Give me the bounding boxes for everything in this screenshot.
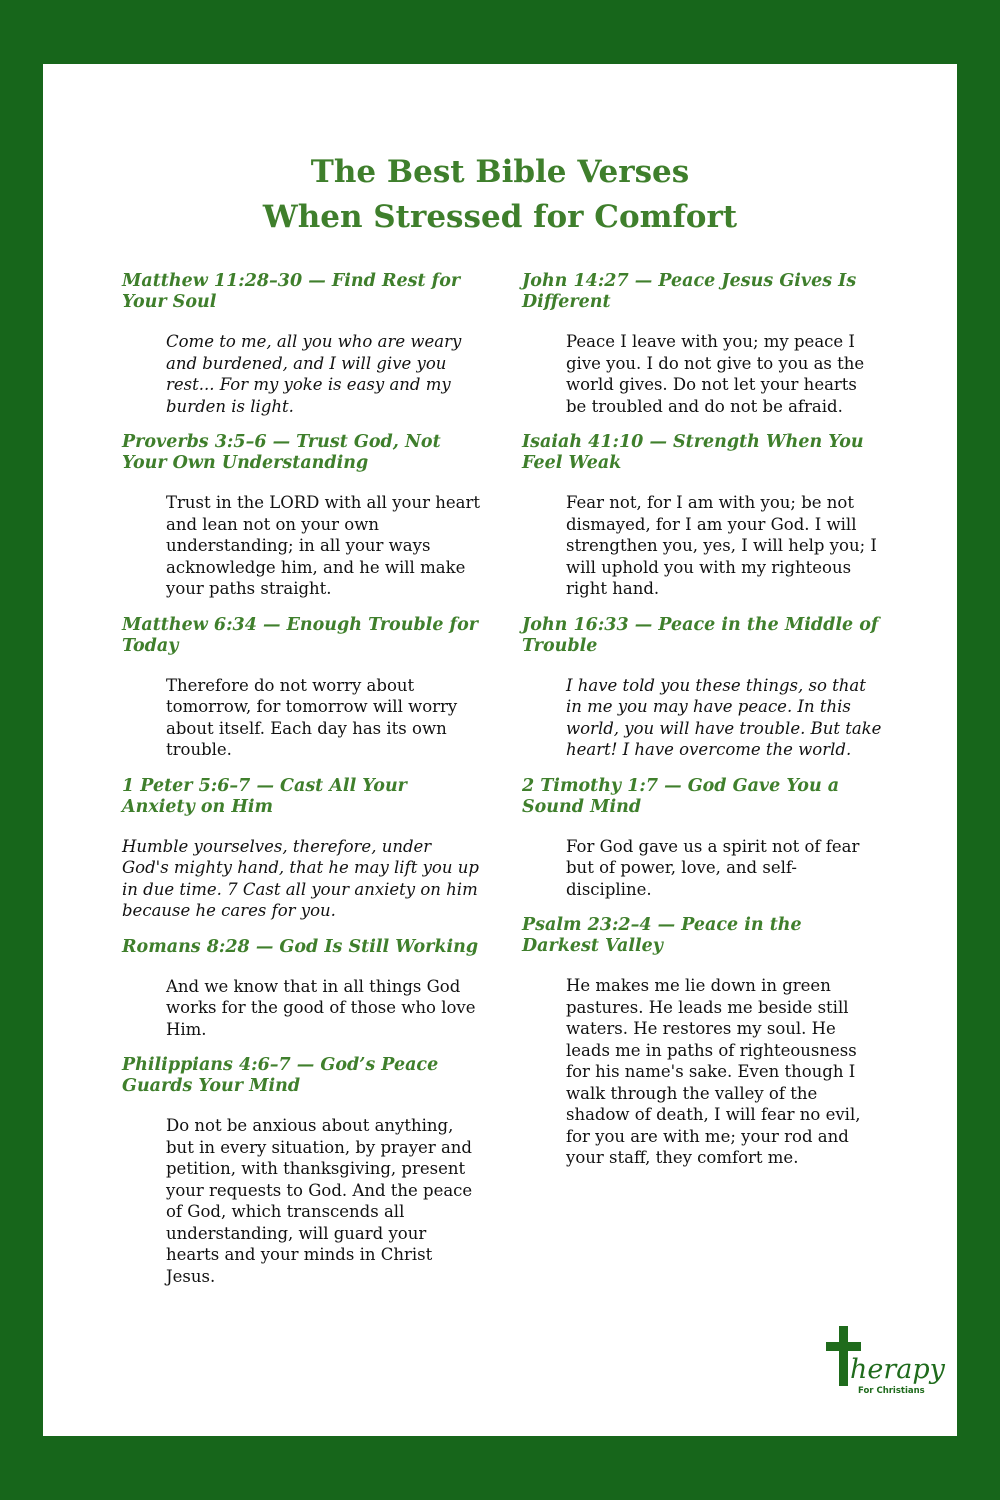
verse-text: Come to me, all you who are weary and burdened, and I will give you rest... For my yoke is easy and my burden is light.	[166, 332, 462, 416]
verse-text: I have told you these things, so that in me you may have peace. In this world, you will have trouble. But take heart! I have overcome the world.	[566, 675, 882, 759]
verse-entry	[122, 1055, 482, 1287]
verse-entry	[522, 615, 882, 761]
verse-entry	[122, 432, 482, 600]
verse-text: Humble yourselves, therefore, under God's mighty hand, that he may lift you up in due time. 7 Cast all your anxiety on him because he cares for you.	[122, 836, 479, 920]
verse-heading: Psalm 23:2–4 — Peace in the Darkest Valley	[522, 915, 802, 956]
page	[43, 64, 957, 1436]
verse-heading: John 16:33 — Peace in the Middle of Trouble	[522, 614, 879, 656]
verse-heading: 1 Peter 5:6–7 — Cast All Your Anxiety on Him	[122, 775, 407, 817]
verse-entry	[122, 271, 482, 417]
verse-text: And we know that in all things God works for the good of those who love Him.	[166, 976, 476, 1039]
title-line-2: When Stressed for Comfort	[262, 199, 738, 235]
verse-entry	[522, 776, 882, 901]
verse-heading: Romans 8:28 — God Is Still Working	[122, 936, 479, 957]
right-column	[522, 271, 882, 1184]
verse-heading: 2 Timothy 1:7 — God Gave You a Sound Mind	[522, 775, 840, 817]
verse-text: He makes me lie down in green pastures. He leads me beside still waters. He restores my soul. He leads me in paths of righteousness for his name's sake. Even though I walk through the valley of the shadow of death, I will fear no evil, for you are with me; your rod and your staff, they comfort me.	[566, 976, 861, 1167]
verse-entry	[122, 776, 482, 922]
cross-icon	[839, 1326, 848, 1386]
verse-entry	[522, 271, 882, 417]
title-line-1: The Best Bible Verses	[310, 154, 690, 190]
verse-text: Trust in the LORD with all your heart and lean not on your own understanding; in all your ways acknowledge him, and he will make your paths straight.	[166, 493, 480, 598]
verse-entry	[522, 432, 882, 600]
verse-entry	[522, 915, 882, 1169]
logo-word: herapy	[850, 1354, 945, 1385]
left-column	[122, 271, 482, 1302]
verse-entry	[122, 615, 482, 761]
verse-text: Do not be anxious about anything, but in every situation, by prayer and petition, with thanksgiving, present your requests to God. And the peace of God, which transcends all understanding, will guard your hearts and your minds in Christ Jesus.	[166, 1116, 473, 1286]
verse-heading: Isaiah 41:10 — Strength When You Feel Weak	[522, 432, 864, 473]
verse-heading: Matthew 6:34 — Enough Trouble for Today	[122, 614, 478, 656]
verse-heading: Proverbs 3:5–6 — Trust God, Not Your Own Understanding	[122, 432, 441, 473]
verse-text: For God gave us a spirit not of fear but of power, love, and self-discipline.	[566, 836, 860, 899]
verse-heading: Philippians 4:6–7 — God’s Peace Guards Your Mind	[122, 1055, 439, 1096]
verse-heading: John 14:27 — Peace Jesus Gives Is Different	[522, 271, 857, 312]
verse-text: Therefore do not worry about tomorrow, for tomorrow will worry about itself. Each day has its own trouble.	[166, 675, 458, 759]
verse-text: Peace I leave with you; my peace I give you. I do not give to you as the world gives. Do not let your hearts be troubled and do not be afraid.	[566, 332, 865, 416]
verse-text: Fear not, for I am with you; be not dismayed, for I am your God. I will strengthen you, yes, I will help you; I will uphold you with my righteous right hand.	[566, 493, 877, 598]
cross-bar	[826, 1342, 861, 1351]
page-title	[43, 150, 957, 240]
verse-heading: Matthew 11:28–30 — Find Rest for Your Soul	[122, 271, 461, 312]
therapy-logo	[823, 1324, 945, 1404]
logo-tagline: For Christians	[858, 1386, 925, 1396]
verse-entry	[122, 937, 482, 1041]
